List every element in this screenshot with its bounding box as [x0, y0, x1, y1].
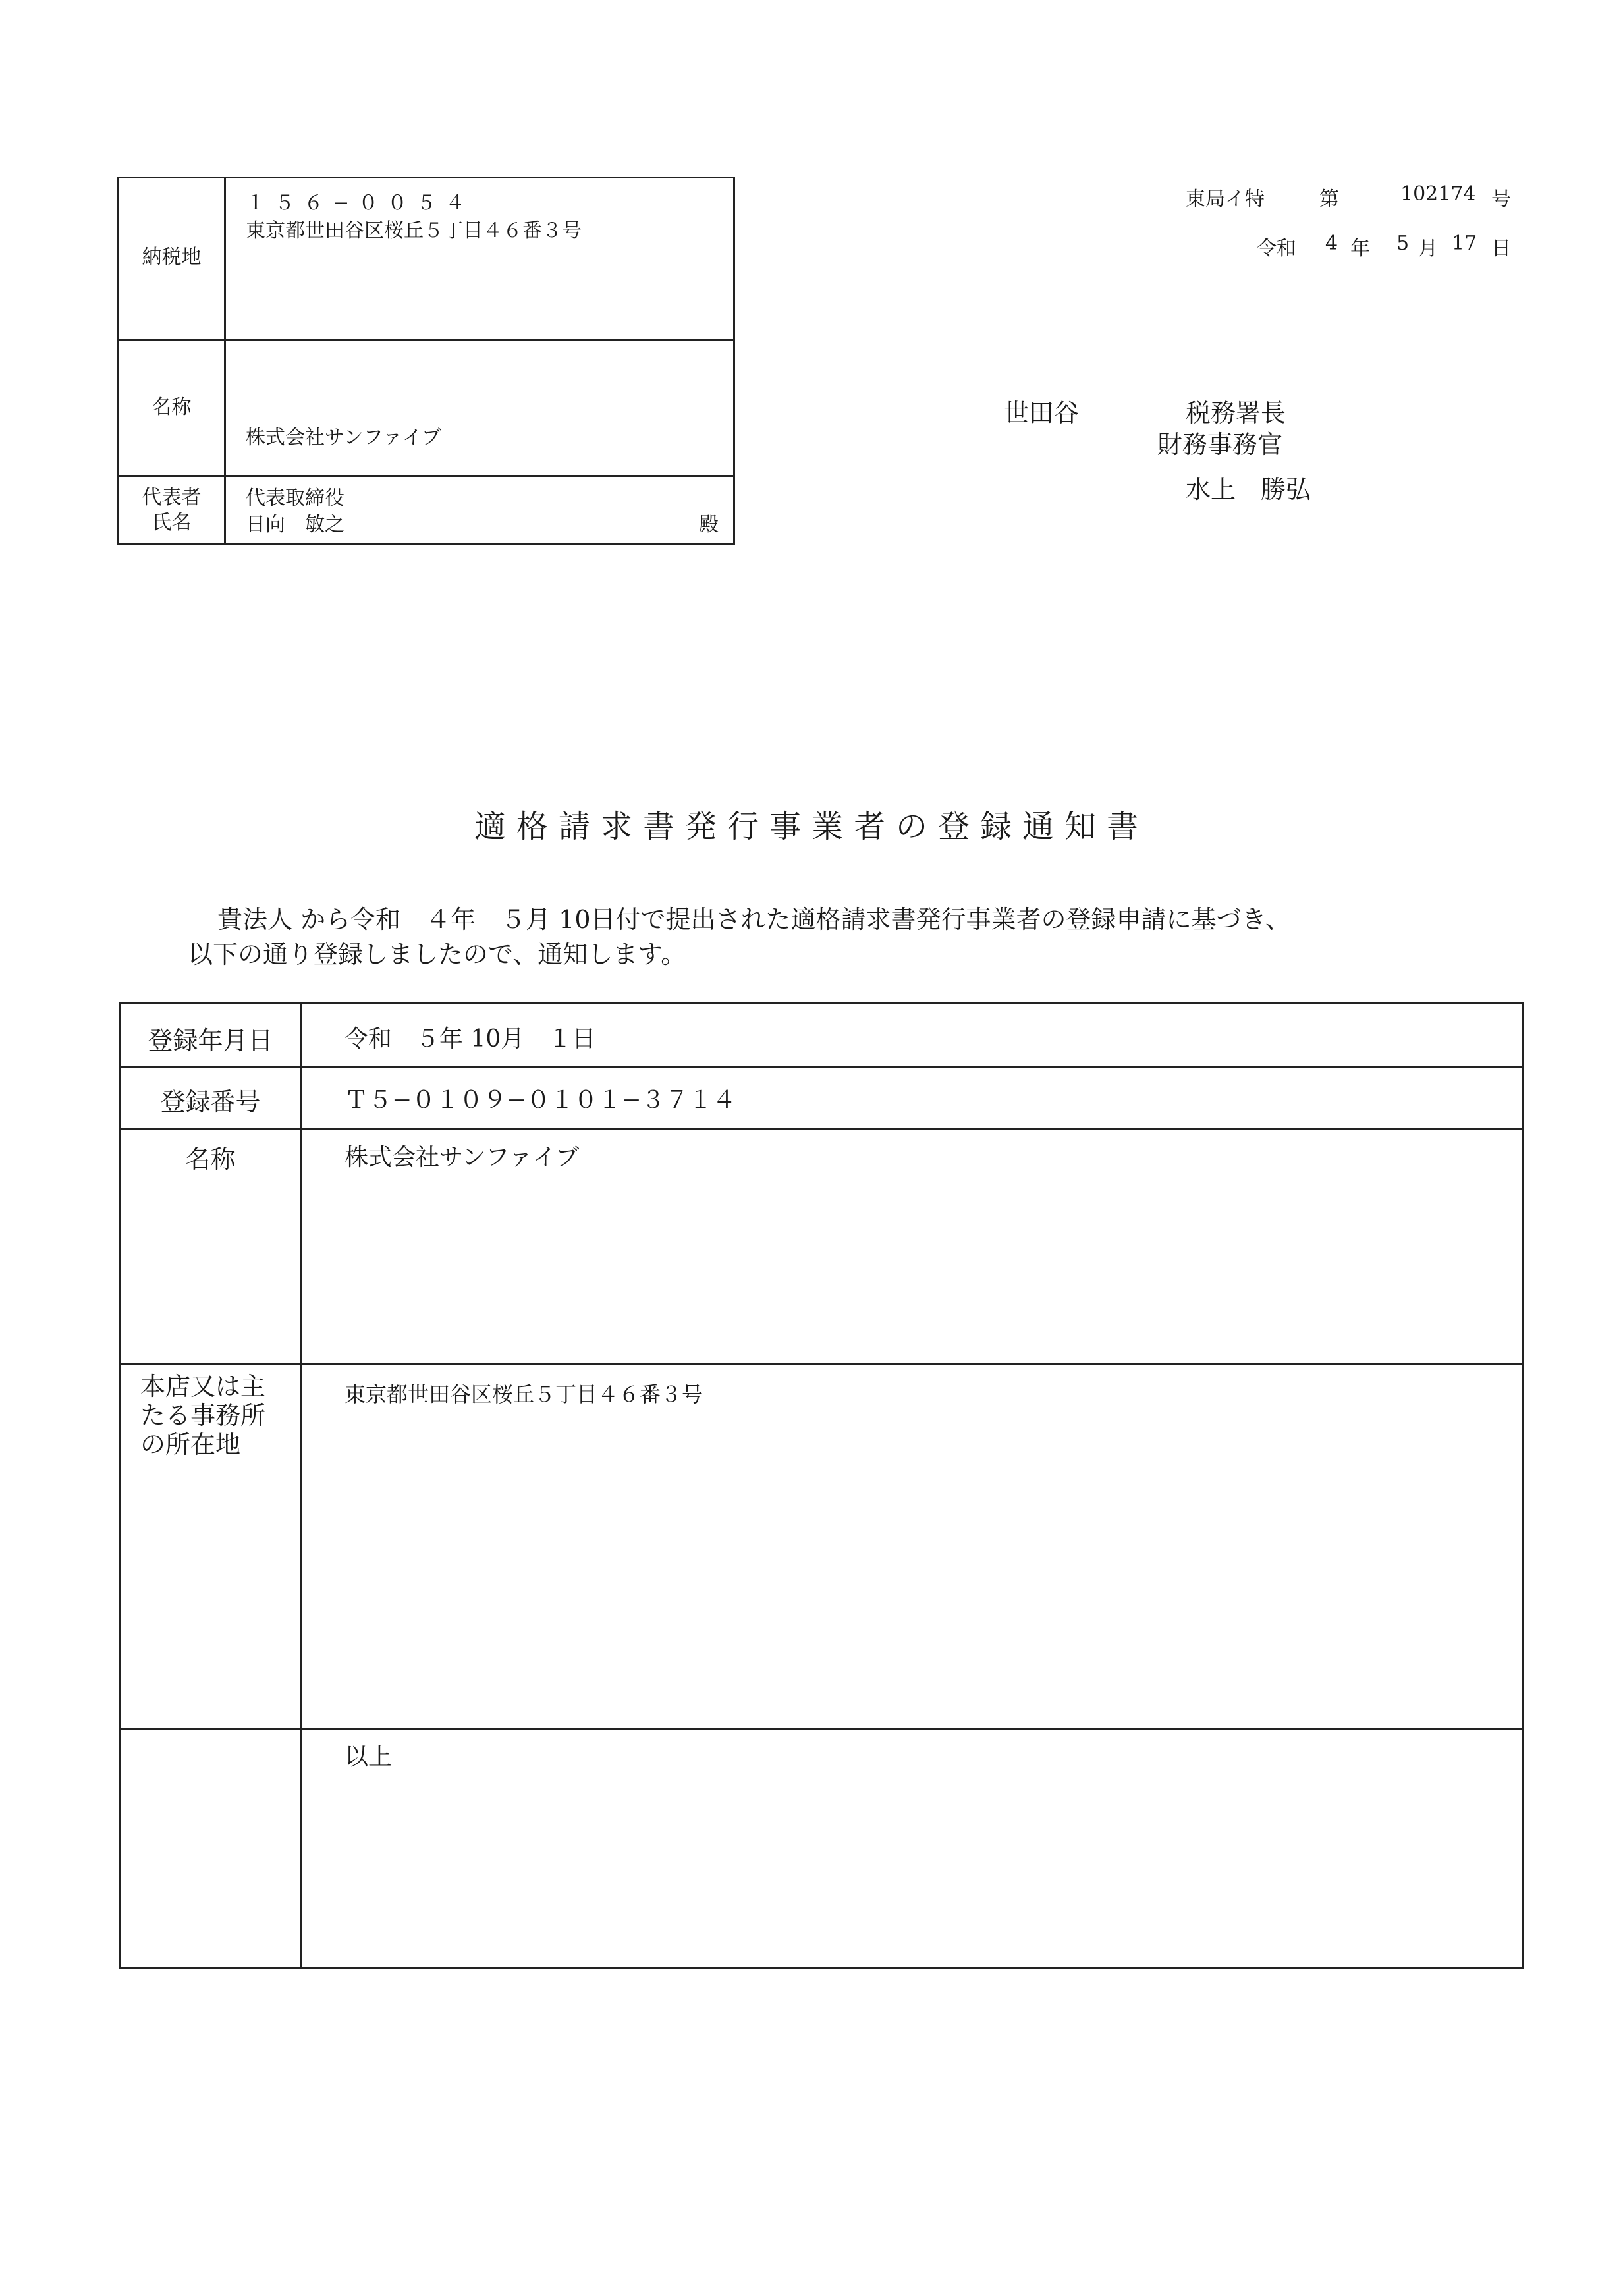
representative-name: 日向 敏之 [246, 513, 344, 536]
closing-text: 以上 [344, 1743, 393, 1770]
taxpayer-box-divider [224, 178, 226, 543]
issuer-title: 税務署長 [1186, 398, 1286, 427]
taxpayer-box [117, 177, 735, 545]
representative-title: 代表取締役 [246, 487, 344, 510]
issue-date-month: 5 [1396, 232, 1410, 255]
postal-code: １５６−００５４ [246, 192, 475, 215]
registration-table-rule [121, 1728, 1522, 1730]
document-number: 102174 [1400, 182, 1476, 205]
registered-name-label: 名称 [185, 1145, 236, 1174]
issue-date-day-unit: 日 [1491, 237, 1511, 260]
taxpayer-address: 東京都世田谷区桜丘５丁目４６番３号 [246, 219, 582, 242]
registration-date: 令和 ５年 10月 １日 [344, 1025, 596, 1052]
issue-date-era: 令和 [1257, 237, 1296, 260]
registration-table-rule [121, 1128, 1522, 1130]
registration-table [119, 1002, 1524, 1969]
honorific: 殿 [699, 513, 719, 536]
intro-line1: 貴法人 から令和 ４年 ５月 10日付で提出された適格請求書発行事業者の登録申請に基づき、 [217, 905, 1290, 934]
taxpayer-company-name: 株式会社サンファイブ [246, 426, 441, 449]
address-label: 納税地 [142, 246, 202, 269]
issuer-name: 水上 勝弘 [1186, 475, 1311, 504]
issue-date-year: 4 [1325, 232, 1338, 255]
taxpayer-box-rule [119, 475, 733, 477]
office-code: 東局イ特 [1186, 188, 1265, 211]
issuer-title2: 財務事務官 [1157, 430, 1283, 459]
registered-name: 株式会社サンファイブ [344, 1144, 580, 1171]
document-number-prefix: 第 [1319, 188, 1339, 211]
registration-number: Ｔ５−０１０９−０１０１−３７１４ [344, 1087, 736, 1114]
registration-number-label: 登録番号 [160, 1087, 261, 1116]
issue-date-month-unit: 月 [1418, 237, 1438, 260]
issue-date-year-unit: 年 [1350, 237, 1370, 260]
representative-label-line1: 代表者 [142, 486, 202, 509]
office-location: 東京都世田谷区桜丘５丁目４６番３号 [344, 1382, 703, 1407]
intro-line2: 以下の通り登録しましたので、通知します。 [188, 940, 686, 969]
registration-table-rule [121, 1363, 1522, 1365]
representative-label-line2: 氏名 [151, 511, 192, 534]
registration-table-rule [121, 1066, 1522, 1068]
document-title: 適格請求書発行事業者の登録通知書 [474, 808, 1149, 845]
taxpayer-box-rule [119, 339, 733, 341]
name-label: 名称 [151, 396, 192, 419]
office-location-label-line3: の所在地 [140, 1430, 241, 1459]
registration-table-divider [300, 1004, 302, 1967]
registration-date-label: 登録年月日 [148, 1026, 273, 1055]
office-location-label-line1: 本店又は主 [140, 1372, 266, 1401]
document-number-suffix: 号 [1491, 188, 1511, 211]
issuer-office: 世田谷 [1004, 398, 1080, 427]
issue-date-day: 17 [1452, 232, 1477, 255]
office-location-label-line2: たる事務所 [140, 1401, 266, 1430]
